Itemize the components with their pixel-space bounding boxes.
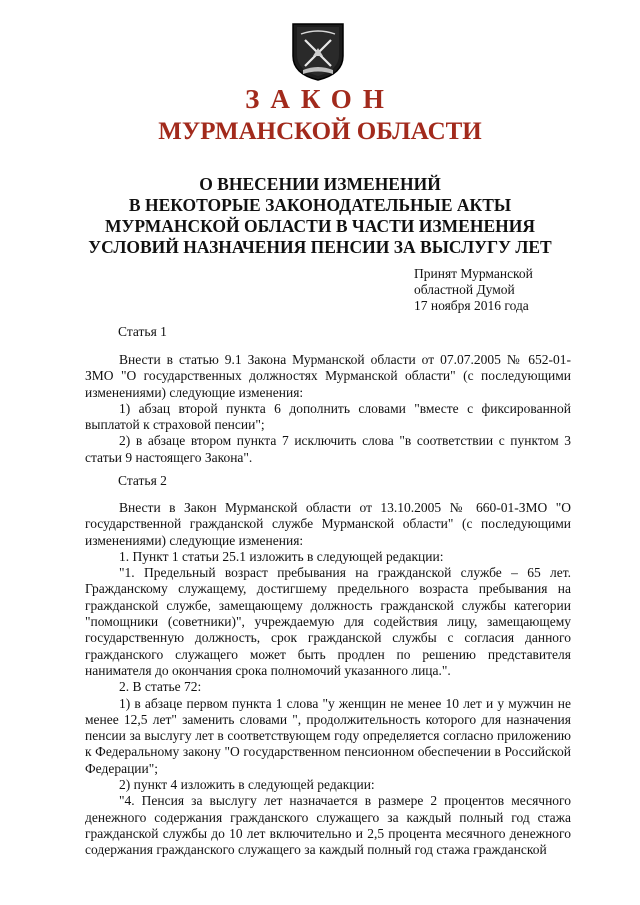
paragraph: 2. В статье 72:	[119, 679, 202, 695]
adoption-line: областной Думой	[414, 282, 515, 297]
article-1-body	[85, 352, 571, 466]
paragraph: 2) в абзаце втором пункта 7 исключить слова "в соответствии с пунктом 3 статьи 9 настоящего Закона".	[85, 433, 571, 465]
adoption-date: 17 ноября 2016 года	[414, 298, 529, 313]
adoption-note	[414, 266, 533, 314]
paragraph: 2) пункт 4 изложить в следующей редакции:	[119, 777, 375, 793]
article-1-title: Статья 1	[118, 324, 167, 339]
article-2-body	[85, 500, 571, 859]
coat-of-arms-icon	[291, 22, 345, 82]
paragraph: "4. Пенсия за выслугу лет назначается в размере 2 процентов месячного денежного содержания гражданского служащего за каждый полный год стажа гражданской службы до 10 лет включительно и 2,5 процента месячного денежного содержания гражданского служащего за каждый полный год стажа гражданской	[85, 793, 571, 858]
subtitle-line: МУРМАНСКОЙ ОБЛАСТИ В ЧАСТИ ИЗМЕНЕНИЯ	[105, 216, 535, 236]
adoption-line: Принят Мурманской	[414, 266, 533, 281]
paragraph: 1. Пункт 1 статьи 25.1 изложить в следующей редакции:	[119, 548, 444, 564]
paragraph: "1. Предельный возраст пребывания на гражданской службе – 65 лет. Гражданскому служащему, достигшему предельного возраста пребывания на гражданской службе, замещающему должность гражданской службы категории "помощники (советники)", учреждаемую для содействия лицу, замещающему государственную должность, срок гражданской службы с согласия данного гражданского служащего может быть продлен по решению представителя нанимателя до окончания срока полномочий указанного лица.".	[85, 565, 571, 678]
subtitle-line: О ВНЕСЕНИИ ИЗМЕНЕНИЙ	[199, 174, 441, 194]
law-heading: ЗАКОН	[245, 84, 395, 114]
subtitle-line: В НЕКОТОРЫЕ ЗАКОНОДАТЕЛЬНЫЕ АКТЫ	[128, 195, 512, 215]
law-subtitle	[60, 174, 580, 258]
region-heading: МУРМАНСКОЙ ОБЛАСТИ	[158, 118, 482, 145]
paragraph: 1) абзац второй пункта 6 дополнить словами "вместе с фиксированной выплатой к страховой пенсии";	[85, 400, 571, 433]
article-2-title: Статья 2	[118, 473, 167, 488]
paragraph: Внести в статью 9.1 Закона Мурманской области от 07.07.2005 № 652-01-ЗМО "О государственных должностях Мурманской области" (с последующими изменениями) следующие изменения:	[85, 352, 571, 400]
subtitle-line: УСЛОВИЙ НАЗНАЧЕНИЯ ПЕНСИИ ЗА ВЫСЛУГУ ЛЕТ	[88, 237, 552, 257]
paragraph: Внести в Закон Мурманской области от 13.10.2005 № 660-01-ЗМО "О государственной гражданской службе Мурманской области" (с последующими изменениями) следующие изменения:	[85, 500, 571, 548]
paragraph: 1) в абзаце первом пункта 1 слова "у женщин не менее 10 лет и у мужчин не менее 12,5 лет" заменить словами ", продолжительность которого для назначения пенсии за выслугу лет в соответствующем году определяется согласно приложению к Федеральному закону "О государственном пенсионном обеспечении в Российской Федерации";	[85, 695, 571, 776]
